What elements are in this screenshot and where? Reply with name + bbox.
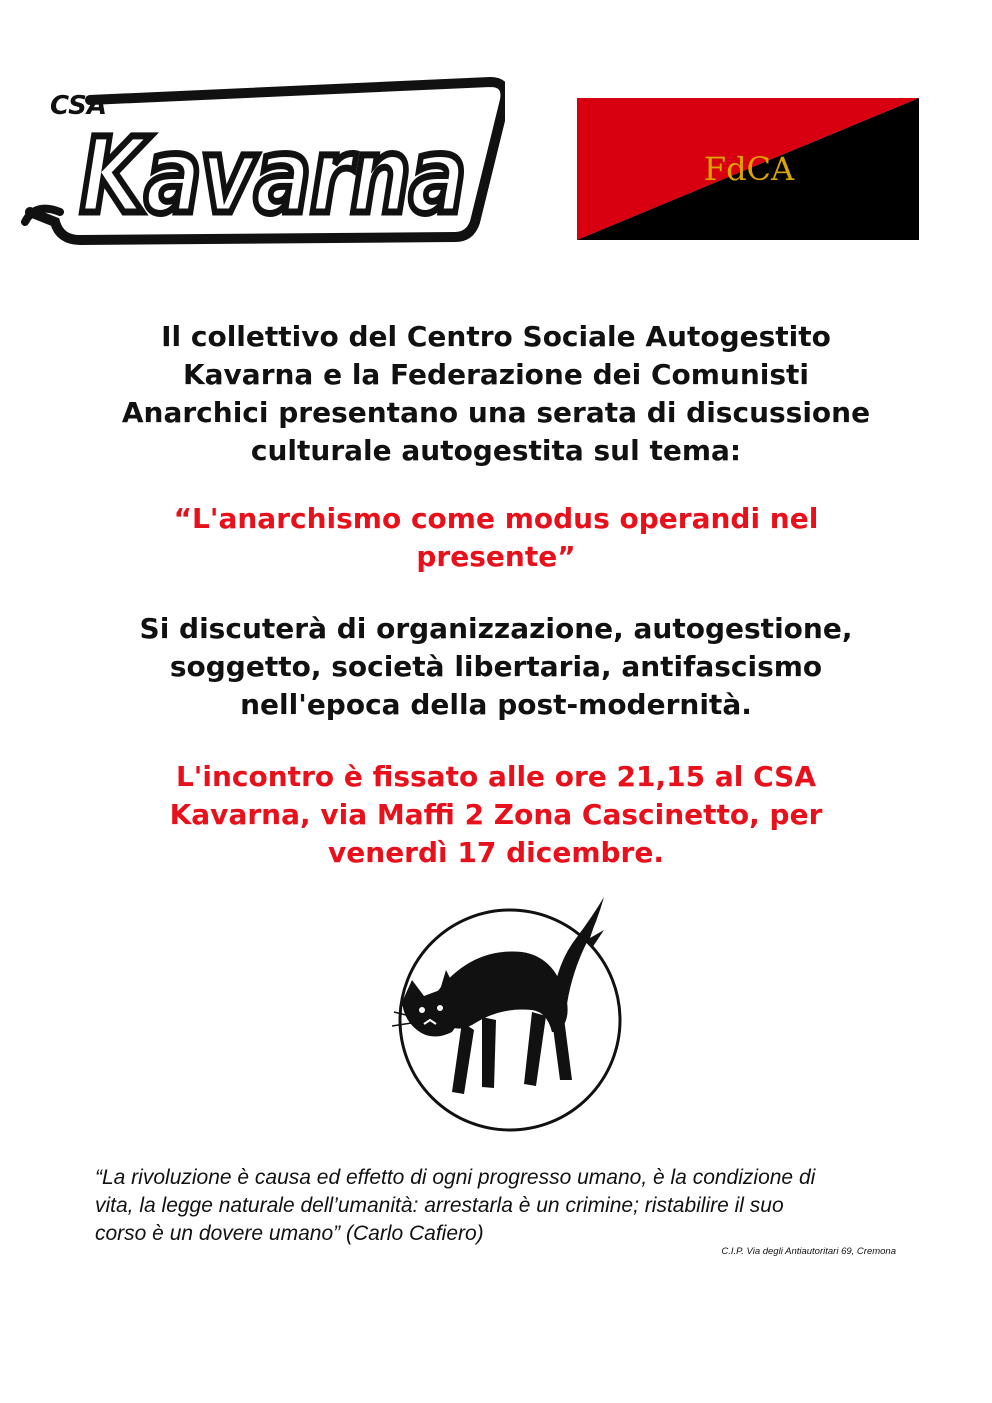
theme-line: “L'anarchismo come modus operandi nel	[173, 502, 819, 535]
quote-line: vita, la legge naturale dell’umanità: arrestarla è un crimine; ristabilire il suo	[95, 1194, 784, 1217]
meeting-info	[60, 758, 932, 872]
meeting-line: Kavarna, via Maffi 2 Zona Cascinetto, per	[169, 798, 823, 831]
theme-title	[60, 500, 932, 576]
intro-line: Kavarna e la Federazione dei Comunisti	[182, 358, 810, 391]
fdca-label: FdCA	[703, 150, 795, 188]
quote-line: corso è un dovere umano” (Carlo Cafiero)	[95, 1222, 484, 1245]
fdca-flag	[577, 98, 919, 240]
theme-line: presente”	[416, 540, 576, 573]
intro-line: Anarchici presentano una serata di discussione	[121, 396, 871, 429]
kavarna-logo	[20, 72, 505, 247]
kavarna-prefix: CSA	[50, 91, 108, 121]
topics-line: Si discuterà di organizzazione, autogestione,	[139, 612, 853, 645]
meeting-line: L'incontro è fissato alle ore 21,15 al CSA	[175, 760, 817, 793]
cip-footer: C.I.P. Via degli Antiautoritari 69, Cremona	[721, 1246, 896, 1257]
topics-text	[60, 610, 932, 724]
meeting-line: venerdì 17 dicembre.	[328, 836, 664, 869]
intro-line: culturale autogestita sul tema:	[250, 434, 742, 467]
cafiero-quote	[95, 1164, 910, 1248]
intro-text	[60, 318, 932, 470]
kavarna-wordmark: Kavarna	[80, 115, 465, 237]
quote-line: “La rivoluzione è causa ed effetto di ogni progresso umano, è la condizione di	[95, 1166, 816, 1189]
black-cat-icon	[382, 892, 642, 1132]
intro-line: Il collettivo del Centro Sociale Autogestito	[161, 320, 831, 353]
topics-line: nell'epoca della post-modernità.	[240, 688, 752, 721]
topics-line: soggetto, società libertaria, antifascismo	[169, 650, 823, 683]
